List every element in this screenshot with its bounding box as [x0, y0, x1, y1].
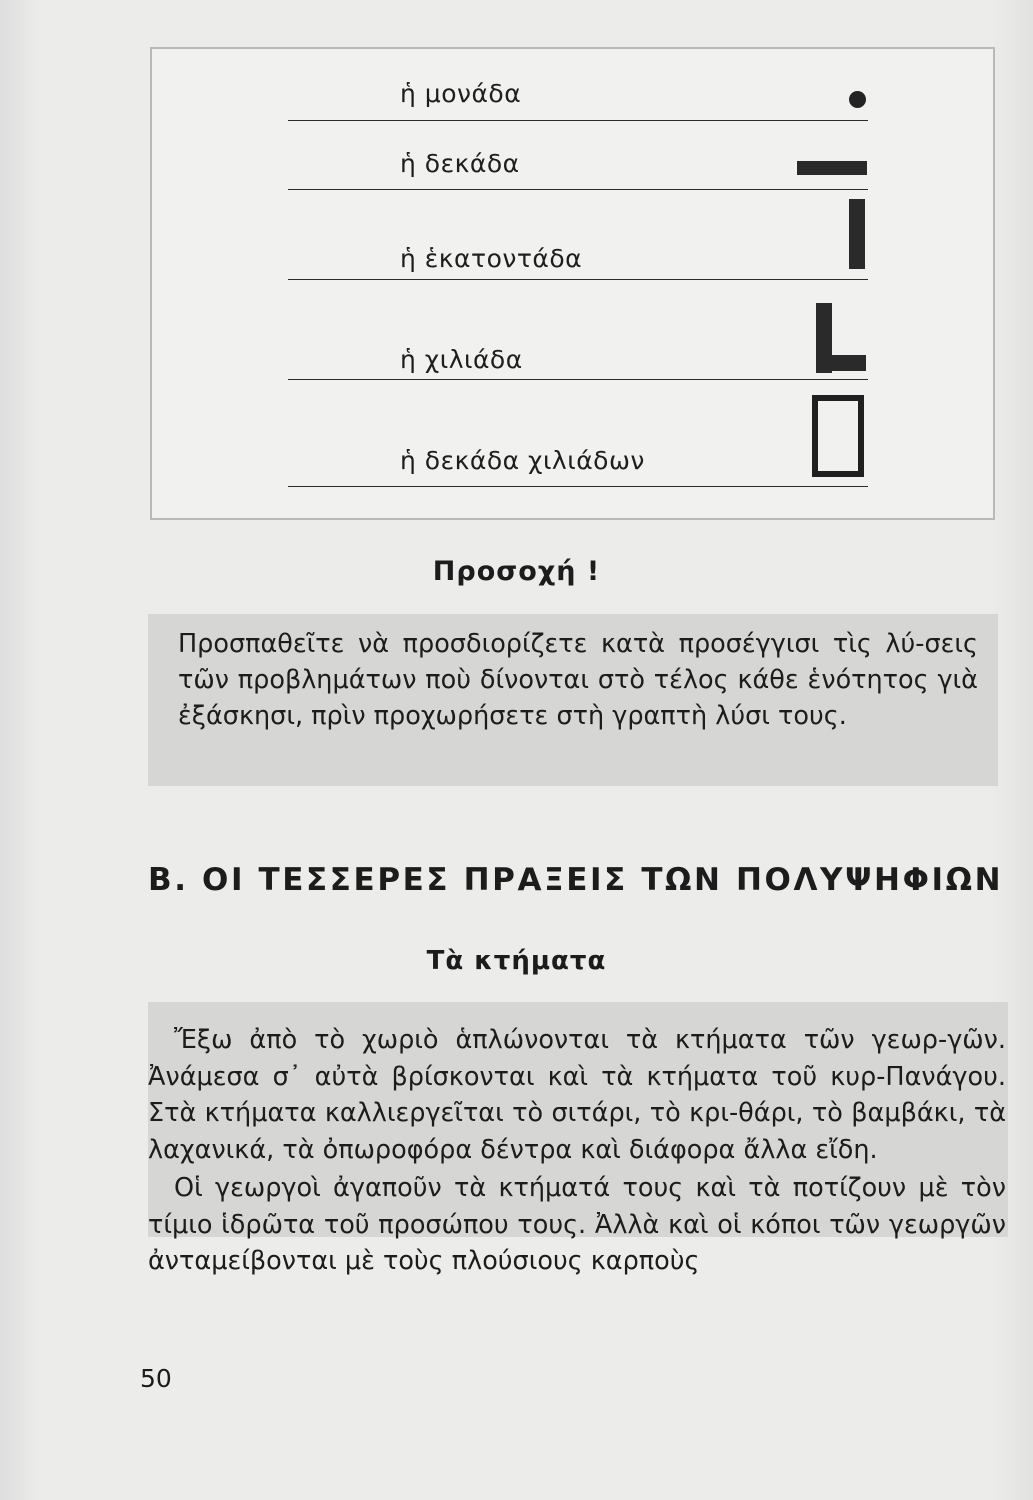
label-hundred: ἡ ἑκατοντάδα: [400, 244, 583, 273]
caution-title: Προσοχή !: [432, 556, 601, 587]
body-text: [148, 1022, 1006, 1280]
ten-bar-icon: [797, 161, 867, 175]
rule-5: [288, 486, 868, 487]
label-ten: ἡ δεκάδα: [400, 149, 520, 178]
section-heading: Β. ΟΙ ΤΕΣΣΕΡΕΣ ΠΡΑΞΕΙΣ ΤΩΝ ΠΟΛΥΨΗΦΙΩΝ: [148, 862, 1004, 898]
hundred-bar-icon: [849, 199, 865, 269]
unit-dot-icon: [849, 91, 866, 108]
caution-text: Προσπαθεῖτε νὰ προσδιορίζετε κατὰ προσέγγισι τὶς λύ-σεις τῶν προβλημάτων ποὺ δίνονται στὸ τέλος κάθε ἑνότητος γιὰ ἐξάσκησι, πρὶν προχωρήσετε στὴ γραπτὴ λύσι τους.: [178, 629, 978, 731]
thousand-l-horizontal-icon: [816, 355, 866, 371]
rule-1: [288, 120, 868, 121]
rule-3: [288, 279, 868, 280]
paragraph-1: Ἔξω ἀπὸ τὸ χωριὸ ἁπλώνονται τὰ κτήματα τῶν γεωρ-γῶν. Ἀνάμεσα σ᾽ αὐτὰ βρίσκονται καὶ τὰ κτήματα τοῦ κυρ-Πανάγου. Στὰ κτήματα καλλιεργεῖται τὸ σιτάρι, τὸ κρι-θάρι, τὸ βαμβάκι, τὰ λαχανικά, τὰ ὀπωροφόρα δέντρα καὶ διάφορα ἄλλα εἴδη.: [148, 1025, 1006, 1165]
rule-2: [288, 189, 868, 190]
place-value-figure: [150, 47, 995, 520]
label-unit: ἡ μονάδα: [400, 79, 522, 108]
ten-thousand-block-icon: [812, 395, 864, 477]
label-ten-thousand: ἡ δεκάδα χιλιάδων: [400, 446, 645, 475]
rule-4: [288, 379, 868, 380]
label-thousand: ἡ χιλιάδα: [400, 345, 523, 374]
subsection-title: Τὰ κτήματα: [426, 946, 607, 976]
paragraph-2: Οἱ γεωργοὶ ἀγαποῦν τὰ κτήματά τους καὶ τὰ ποτίζουν μὲ τὸν τίμιο ἱδρῶτα τοῦ προσώπου τους. Ἀλλὰ καὶ οἱ κόποι τῶν γεωργῶν ἀνταμείβονται μὲ τοὺς πλούσιους καρποὺς: [148, 1173, 1006, 1276]
page-number: 50: [140, 1364, 172, 1393]
